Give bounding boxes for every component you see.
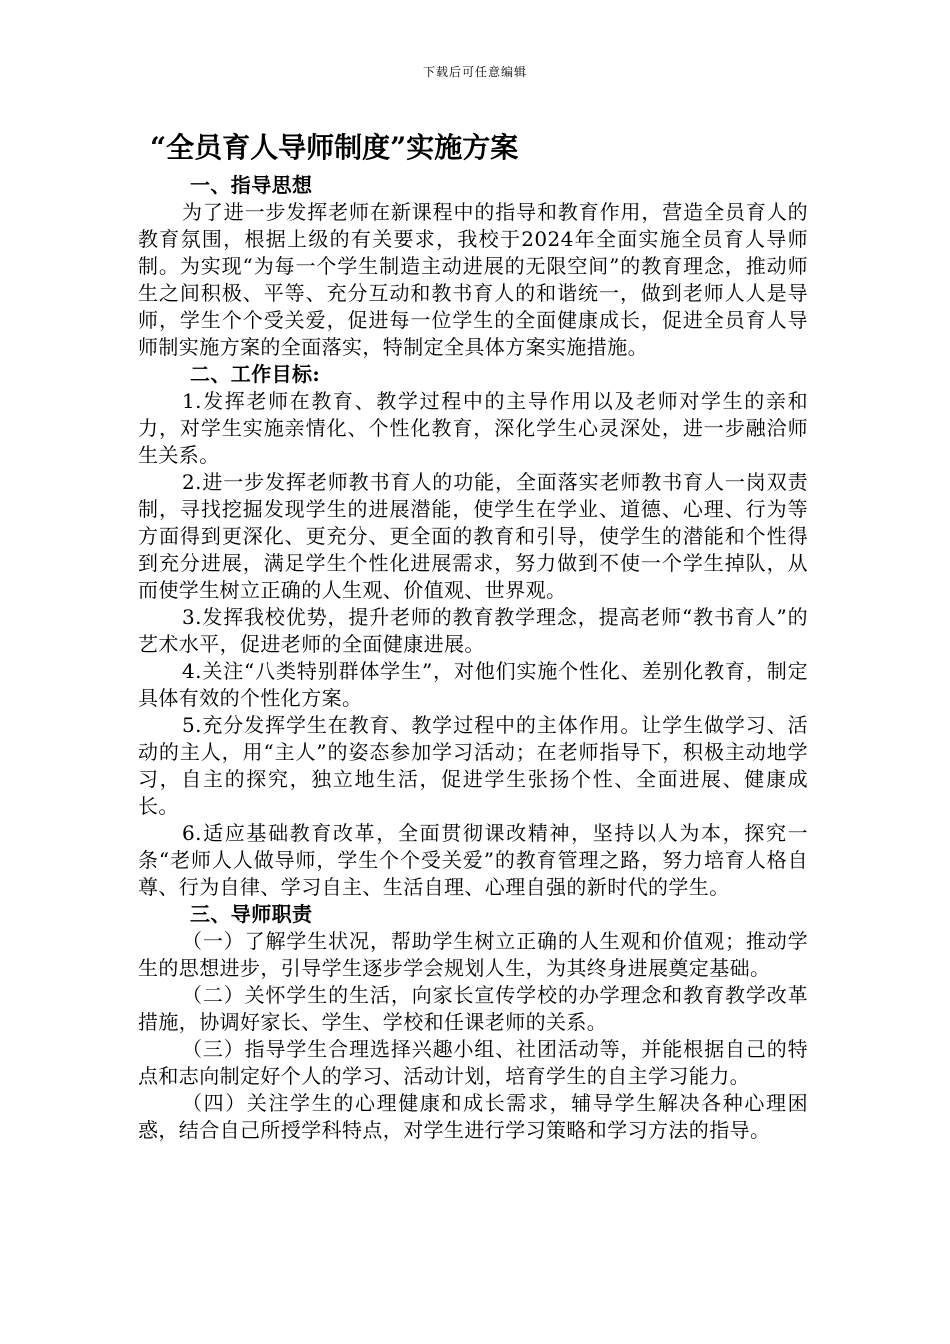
section-heading: 一、指导思想 [190, 173, 313, 197]
paragraph: 2.进一步发挥老师教书育人的功能，全面落实老师教书育人一岗双责制，寻找挖掘发现学生的进展潜能，使学生在学业、道德、心理、行为等方面得到更深化、更充分、更全面的教育和引导，使学生的潜能和个性得到充分进展，满足学生个性化进展需求，努力做到不使一个学生掉队，从而使学生树立正确的人生观、价值观、世界观。 [138, 470, 808, 602]
section-guiding-ideology [138, 172, 808, 361]
page-header-note: 下载后可任意编辑 [422, 65, 527, 79]
paragraph: （三）指导学生合理选择兴趣小组、社团活动等，并能根据自己的特点和志向制定好个人的学习、活动计划，培育学生的自主学习能力。 [138, 1037, 808, 1088]
paragraph: 为了进一步发挥老师在新课程中的指导和教育作用，营造全员育人的教育氛围，根据上级的有关要求，我校于2024年全面实施全员育人导师制。为实现“为每一个学生制造主动进展的无限空间”的教育理念，推动师生之间积极、平等、充分互动和教书育人的和谐统一，做到老师人人是导师，学生个个受关爱，促进每一位学生的全面健康成长，促进全员育人导师制实施方案的全面落实，特制定全具体方案实施措施。 [138, 200, 808, 359]
paragraph: 1.发挥老师在教育、教学过程中的主导作用以及老师对学生的亲和力，对学生实施亲情化、个性化教育，深化学生心灵深处，进一步融洽师生关系。 [138, 389, 808, 467]
paragraph: 5.充分发挥学生在教育、教学过程中的主体作用。让学生做学习、活动的主人，用“主人”的姿态参加学习活动；在老师指导下，积极主动地学习，自主的探究，独立地生活，促进学生张扬个性、全面进展、健康成长。 [138, 713, 808, 818]
paragraph: 3.发挥我校优势，提升老师的教育教学理念，提高老师“教书育人”的艺术水平，促进老师的全面健康进展。 [138, 605, 808, 656]
document-title: “全员育人导师制度”实施方案 [150, 131, 519, 164]
paragraph: （四）关注学生的心理健康和成长需求，辅导学生解决各种心理困惑，结合自己所授学科特点，对学生进行学习策略和学习方法的指导。 [138, 1091, 808, 1142]
section-heading: 三、导师职责 [190, 902, 313, 926]
paragraph: （一）了解学生状况，帮助学生树立正确的人生观和价值观；推动学生的思想进步，引导学生逐步学会规划人生，为其终身进展奠定基础。 [138, 929, 808, 980]
paragraph: 4.关注“八类特别群体学生”，对他们实施个性化、差别化教育，制定具体有效的个性化方案。 [138, 659, 808, 710]
section-work-goals [138, 361, 808, 901]
section-mentor-duties [138, 901, 808, 1144]
paragraph: 6.适应基础教育改革，全面贯彻课改精神，坚持以人为本，探究一条“老师人人做导师，学生个个受关爱”的教育管理之路，努力培育人格自尊、行为自律、学习自主、生活自理、心理自强的新时代的学生。 [138, 821, 808, 899]
paragraph: （二）关怀学生的生活，向家长宣传学校的办学理念和教育教学改革措施，协调好家长、学生、学校和任课老师的关系。 [138, 983, 808, 1034]
document-body [138, 172, 808, 1144]
section-heading: 二、工作目标: [190, 362, 321, 386]
